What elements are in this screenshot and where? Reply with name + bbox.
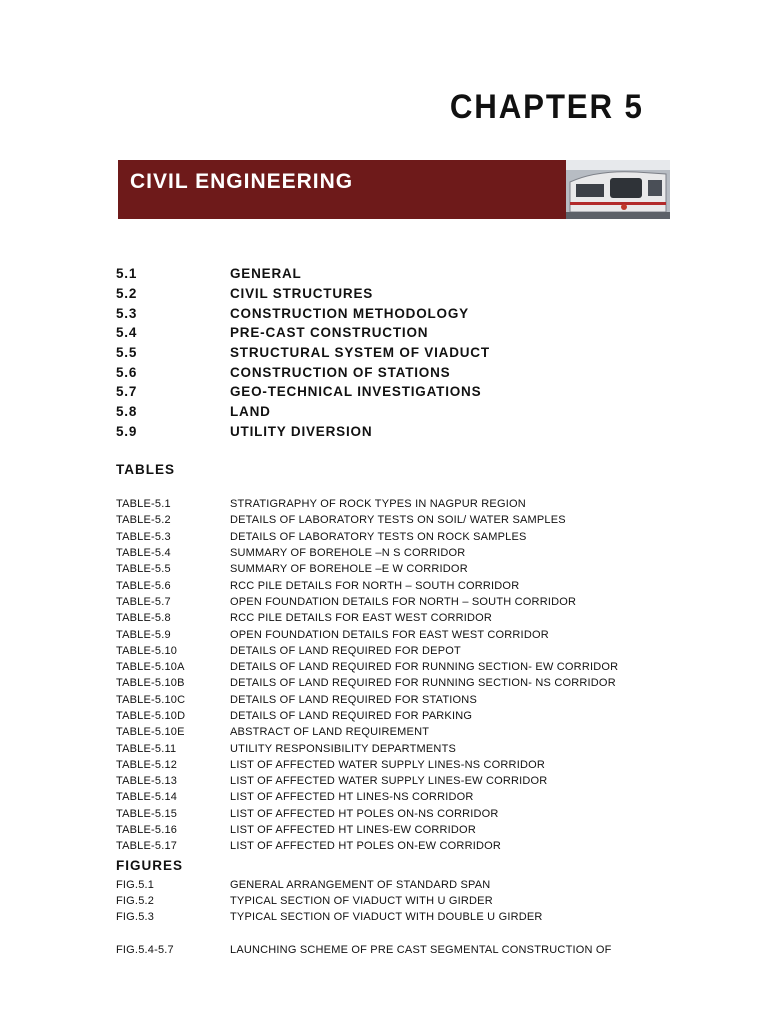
- section-row-id: 5.8: [116, 404, 138, 420]
- section-row-title: CONSTRUCTION METHODOLOGY: [230, 305, 469, 321]
- table-entry-title: DETAILS OF LABORATORY TESTS ON SOIL/ WATER SAMPLES: [230, 514, 566, 527]
- section-row-title: LAND: [230, 404, 271, 420]
- section-row-title: GEO-TECHNICAL INVESTIGATIONS: [230, 384, 482, 400]
- table-entry-id: TABLE-5.10E: [116, 726, 185, 739]
- table-entry: [116, 529, 696, 545]
- table-entry-id: TABLE-5.6: [116, 579, 171, 592]
- table-entry-id: TABLE-5.17: [116, 840, 178, 853]
- table-entry-id: TABLE-5.10C: [116, 693, 186, 706]
- figure-entry-id: FIG.5.2: [116, 895, 155, 907]
- table-entry-title: SUMMARY OF BOREHOLE –N S CORRIDOR: [230, 547, 466, 560]
- table-entry: [116, 626, 696, 642]
- section-row: [116, 382, 676, 402]
- figure-entry: [116, 893, 696, 909]
- table-entry-title: DETAILS OF LAND REQUIRED FOR RUNNING SECTION- NS CORRIDOR: [230, 677, 616, 690]
- figure-entry-id: FIG.5.3: [116, 911, 155, 923]
- chapter-banner: [118, 160, 670, 219]
- table-entry-title: LIST OF AFFECTED HT LINES-EW CORRIDOR: [230, 824, 476, 837]
- table-entry-title: DETAILS OF LABORATORY TESTS ON ROCK SAMPLES: [230, 530, 527, 543]
- section-row-title: CONSTRUCTION OF STATIONS: [230, 364, 451, 380]
- table-entry-id: TABLE-5.4: [116, 547, 171, 560]
- table-entry: [116, 773, 696, 789]
- table-entry-title: OPEN FOUNDATION DETAILS FOR NORTH – SOUTH CORRIDOR: [230, 595, 577, 608]
- section-row-title: PRE-CAST CONSTRUCTION: [230, 325, 429, 341]
- table-entry: [116, 545, 696, 561]
- table-entry-id: TABLE-5.10D: [116, 710, 186, 722]
- table-entry-title: DETAILS OF LAND REQUIRED FOR PARKING: [230, 710, 473, 722]
- table-entry: [116, 822, 696, 838]
- section-row: [116, 343, 676, 363]
- table-entry-id: TABLE-5.13: [116, 775, 178, 788]
- figure-entry-title: TYPICAL SECTION OF VIADUCT WITH U GIRDER: [230, 895, 493, 907]
- table-entry: [116, 496, 696, 512]
- table-entry-id: TABLE-5.2: [116, 514, 171, 527]
- section-list: [116, 264, 676, 441]
- figures-heading: FIGURES: [116, 858, 184, 873]
- table-entry-title: STRATIGRAPHY OF ROCK TYPES IN NAGPUR REGION: [230, 498, 526, 511]
- section-row-title: CIVIL STRUCTURES: [230, 286, 374, 302]
- table-entry: [116, 740, 696, 756]
- table-entry: [116, 594, 696, 610]
- banner-title: CIVIL ENGINEERING: [130, 170, 354, 193]
- table-entry: [116, 577, 696, 593]
- tables-list: [116, 496, 696, 855]
- table-entry-id: TABLE-5.5: [116, 563, 171, 576]
- table-entry: [116, 838, 696, 854]
- section-row-id: 5.3: [116, 305, 138, 321]
- figures-list-extra: [116, 942, 696, 958]
- table-entry-title: DETAILS OF LAND REQUIRED FOR STATIONS: [230, 693, 477, 706]
- table-entry-id: TABLE-5.10A: [116, 661, 185, 674]
- section-row: [116, 264, 676, 284]
- metro-train-image: [566, 160, 670, 219]
- figure-entry-id: FIG.5.1: [116, 879, 155, 891]
- figure-entry-title: TYPICAL SECTION OF VIADUCT WITH DOUBLE U GIRDER: [230, 911, 543, 923]
- table-entry-title: ABSTRACT OF LAND REQUIREMENT: [230, 726, 430, 739]
- section-row: [116, 284, 676, 304]
- table-entry-id: TABLE-5.12: [116, 758, 178, 771]
- table-entry-id: TABLE-5.8: [116, 612, 171, 625]
- table-entry: [116, 643, 696, 659]
- table-entry-title: DETAILS OF LAND REQUIRED FOR DEPOT: [230, 644, 461, 657]
- section-row: [116, 402, 676, 422]
- section-row-id: 5.1: [116, 266, 138, 282]
- table-entry: [116, 610, 696, 626]
- section-row-title: GENERAL: [230, 266, 302, 282]
- figures-list: [116, 877, 696, 925]
- section-row-id: 5.7: [116, 384, 138, 400]
- table-entry: [116, 724, 696, 740]
- table-entry-id: TABLE-5.14: [116, 791, 178, 804]
- table-entry: [116, 512, 696, 528]
- section-row-id: 5.9: [116, 423, 138, 439]
- table-entry-id: TABLE-5.15: [116, 807, 178, 820]
- table-entry-id: TABLE-5.7: [116, 595, 171, 608]
- table-entry-title: LIST OF AFFECTED WATER SUPPLY LINES-EW CORRIDOR: [230, 775, 548, 788]
- section-row: [116, 362, 676, 382]
- section-row: [116, 303, 676, 323]
- table-entry-title: DETAILS OF LAND REQUIRED FOR RUNNING SECTION- EW CORRIDOR: [230, 661, 619, 674]
- table-entry: [116, 789, 696, 805]
- table-entry: [116, 692, 696, 708]
- table-entry-id: TABLE-5.3: [116, 530, 171, 543]
- table-entry-title: LIST OF AFFECTED HT LINES-NS CORRIDOR: [230, 791, 474, 804]
- table-entry-id: TABLE-5.10B: [116, 677, 185, 690]
- table-entry-title: LIST OF AFFECTED WATER SUPPLY LINES-NS CORRIDOR: [230, 758, 546, 771]
- figure-entry: [116, 877, 696, 893]
- table-entry-title: OPEN FOUNDATION DETAILS FOR EAST WEST CORRIDOR: [230, 628, 549, 641]
- figure-entry-title: LAUNCHING SCHEME OF PRE CAST SEGMENTAL CONSTRUCTION OF: [230, 944, 612, 956]
- figure-entry-id: FIG.5.4-5.7: [116, 944, 174, 956]
- section-row-id: 5.4: [116, 325, 138, 341]
- section-row-id: 5.2: [116, 286, 138, 302]
- table-entry: [116, 757, 696, 773]
- section-row-id: 5.5: [116, 345, 138, 361]
- table-entry-title: SUMMARY OF BOREHOLE –E W CORRIDOR: [230, 563, 468, 576]
- table-entry-id: TABLE-5.10: [116, 644, 178, 657]
- chapter-title: CHAPTER 5: [450, 88, 644, 126]
- table-entry-id: TABLE-5.1: [116, 498, 171, 511]
- figure-entry: [116, 909, 696, 925]
- section-row-title: UTILITY DIVERSION: [230, 423, 373, 439]
- section-row: [116, 323, 676, 343]
- table-entry-id: TABLE-5.11: [116, 742, 177, 755]
- section-row-title: STRUCTURAL SYSTEM OF VIADUCT: [230, 345, 490, 361]
- table-entry: [116, 708, 696, 724]
- section-row: [116, 422, 676, 442]
- table-entry: [116, 675, 696, 691]
- table-entry: [116, 659, 696, 675]
- table-entry-title: LIST OF AFFECTED HT POLES ON-NS CORRIDOR: [230, 807, 499, 820]
- tables-heading: TABLES: [116, 462, 175, 477]
- section-row-id: 5.6: [116, 364, 138, 380]
- table-entry-title: UTILITY RESPONSIBILITY DEPARTMENTS: [230, 742, 457, 755]
- table-entry-id: TABLE-5.9: [116, 628, 171, 641]
- table-entry: [116, 806, 696, 822]
- figure-entry-title: GENERAL ARRANGEMENT OF STANDARD SPAN: [230, 879, 491, 891]
- table-entry-title: RCC PILE DETAILS FOR NORTH – SOUTH CORRIDOR: [230, 579, 520, 592]
- figure-entry: [116, 942, 696, 958]
- table-entry-id: TABLE-5.16: [116, 824, 178, 837]
- table-entry-title: LIST OF AFFECTED HT POLES ON-EW CORRIDOR: [230, 840, 502, 853]
- table-entry-title: RCC PILE DETAILS FOR EAST WEST CORRIDOR: [230, 612, 493, 625]
- table-entry: [116, 561, 696, 577]
